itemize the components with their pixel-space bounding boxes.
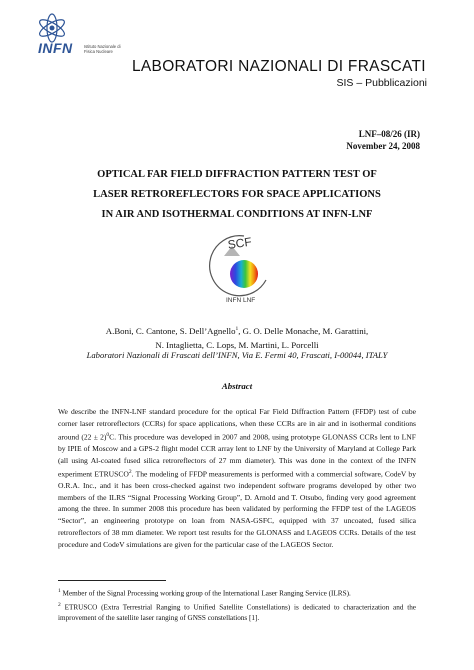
scf-logo-text: SCF <box>226 234 253 252</box>
footnote-1 <box>58 586 416 598</box>
infn-logo-text: INFN <box>38 40 73 56</box>
title-line-3: IN AIR AND ISOTHERMAL CONDITIONS AT INFN-LNF <box>101 209 373 220</box>
footnotes <box>58 586 416 625</box>
footnote-mark: 2 <box>58 602 61 609</box>
authors-line-1 <box>60 322 414 338</box>
affiliation: Laboratori Nazionali di Frascati dell’INFN, Via E. Fermi 40, Frascati, I-00044, ITALY <box>86 350 388 360</box>
authors-line-1b: , G. O. Delle Monache, M. Garattini, <box>238 325 369 336</box>
abstract-part-1: We describe the INFN-LNF standard procedure for the optical Far Field Diffraction Pattern (FFDP) test of cube corner laser retroreflectors (CCRs) for space applications, when these CCRs are in air and in isothermal conditions around (22 ± 2) <box>58 407 416 442</box>
lab-title: LABORATORI NAZIONALI DI FRASCATI <box>132 58 426 75</box>
report-id <box>346 128 420 152</box>
degree-sup: 0 <box>106 431 110 438</box>
abstract-heading: Abstract <box>221 381 253 391</box>
abstract-part-3: . The modeling of FFDP measurements is performed with a commercial software, CodeV by O.R.A. Inc., and it has been cross-checked against two independent software programs developed by other two members of the ILRS “Signal Processing Working Group”, D. Arnold and T. Otsubo, finding very good agreement among the three. In summer 2008 this procedure has been validated by performing the FFDP test of the LAGEOS “Sector”, an engineering prototype on loan from NASA-GSFC, equipped with 37 uncoated, fused silica retroreflectors of 38 mm diameter. We report test results for the GLONASS and LAGEOS CCRs. Details of the test procedure and CodeV simulations are given for the particular case of the LAGEOS Sector. <box>58 469 417 549</box>
footnote-2 <box>58 600 416 622</box>
authors-line-2: N. Intaglietta, C. Lops, M. Martini, L. Porcelli <box>155 339 319 350</box>
scf-logo-subtext: INFN LNF <box>226 297 256 304</box>
footnote-ref-1: 1 <box>235 326 239 332</box>
title-line-1: OPTICAL FAR FIELD DIFFRACTION PATTERN TEST OF <box>97 169 377 180</box>
authors <box>60 322 414 352</box>
footnote-text: ETRUSCO (Extra Terrestrial Ranging to Unified Satellite Constellations) is dedicated to characterization and the improvement of the satellite laser ranging of GNSS constellations [1]. <box>58 603 416 622</box>
report-number: LNF–08/26 (IR) <box>358 129 420 139</box>
footnote-rule <box>58 580 166 581</box>
footnote-ref-2: 2 <box>128 468 132 475</box>
authors-line-1a: A.Boni, C. Cantone, S. Dell’Agnello <box>105 325 236 336</box>
footnote-mark: 1 <box>58 588 61 594</box>
paper-title <box>40 165 434 225</box>
footnote-text: Member of the Signal Processing working group of the International Laser Ranging Service (ILRS). <box>62 589 351 598</box>
title-line-2: LASER RETROREFLECTORS FOR SPACE APPLICATIONS <box>93 189 381 200</box>
infn-logo-subtitle: Istituto Nazionale di Fisica Nucleare <box>84 44 121 54</box>
lab-subtitle: SIS – Pubblicazioni <box>336 77 427 89</box>
abstract-part-2: C. This procedure was developed in 2007 and 2008, using prototype GLONASS CCRs lent to LNF by IPIE of Moscow and a GPS-2 flight model CCR array lent to LNF by the University of Maryland at College Park (all using Al-coated fused silica retroreflectors of 27 mm diameter). This was done in the context of the INFN experiment ETRUSCO <box>58 432 416 479</box>
scf-logo <box>204 228 274 308</box>
report-date: November 24, 2008 <box>346 141 420 151</box>
abstract-body <box>58 406 416 551</box>
